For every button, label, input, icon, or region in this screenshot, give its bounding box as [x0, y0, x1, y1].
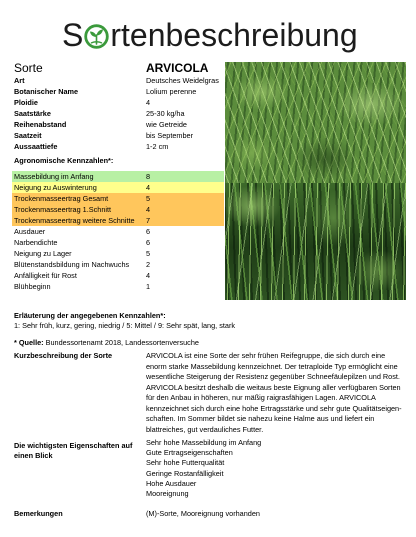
title-text-end: rtenbeschreibung	[110, 17, 358, 53]
agronomic-value: 2	[146, 260, 151, 269]
key-feature-item: Geringe Rostanfälligkeit	[146, 468, 224, 478]
description-line: blattreiches, gut verdauliches Futter.	[146, 424, 264, 434]
agronomic-label: Blühbeginn	[14, 282, 51, 291]
property-row	[14, 130, 224, 141]
property-value: bis September	[146, 131, 194, 140]
agronomic-row	[12, 171, 224, 182]
agronomic-label: Ausdauer	[14, 227, 46, 236]
property-label: Saatstärke	[14, 109, 51, 118]
agronomic-row	[12, 204, 224, 215]
property-label: Aussaattiefe	[14, 142, 58, 151]
agronomic-value: 4	[146, 205, 151, 214]
agronomic-value: 8	[146, 172, 151, 181]
legend-scale: 1: Sehr früh, kurz, gering, niedrig / 5: Mittel / 9: Sehr spät, lang, stark	[14, 321, 236, 330]
agronomic-label: Narbendichte	[14, 238, 58, 247]
agronomic-row	[12, 259, 224, 270]
agronomic-label: Blütenstandsbildung im Nachwuchs	[14, 260, 130, 269]
key-feature-item: Hohe Ausdauer	[146, 478, 197, 488]
property-label: Ploidie	[14, 98, 38, 107]
property-value: Deutsches Weidelgras	[146, 76, 219, 85]
agronomic-value: 6	[146, 238, 151, 247]
legend-heading: Erläuterung der angegebenen Kennzahlen*:	[14, 311, 166, 320]
property-value: 25-30 kg/ha	[146, 109, 185, 118]
property-label: Botanischer Name	[14, 87, 79, 96]
agronomic-label: Trockenmasseertrag weitere Schnitte	[14, 216, 135, 225]
agronomic-row	[12, 215, 224, 226]
agronomic-label: Massebildung im Anfang	[14, 172, 94, 181]
source-note	[14, 337, 199, 348]
agronomic-row	[12, 182, 224, 193]
property-row	[14, 108, 224, 119]
property-row	[14, 75, 224, 86]
agronomic-value: 7	[146, 216, 151, 225]
agronomic-table	[12, 171, 224, 292]
agronomic-value: 4	[146, 271, 151, 280]
page-title	[62, 17, 358, 53]
description-line: ARVICOLA besitzt deshalb die weitaus beste Eignung aller verfügbaren Sorten	[146, 382, 401, 392]
agronomic-value: 1	[146, 282, 151, 291]
grass-meadow-photo	[225, 62, 406, 183]
description-label: Kurzbeschreibung der Sorte	[14, 351, 113, 360]
grass-stand-photo	[225, 183, 406, 300]
key-feature-item: Mooreignung	[146, 488, 189, 498]
agronomic-value: 6	[146, 227, 151, 236]
description-line: ARVICOLA ist eine Sorte der sehr frühen Reifegruppe, die sich durch eine	[146, 351, 386, 360]
agronomic-row	[12, 237, 224, 248]
agronomic-row	[12, 248, 224, 259]
property-value: Lolium perenne	[146, 87, 197, 96]
agronomic-heading: Agronomische Kennzahlen*:	[14, 156, 114, 165]
property-value: 4	[146, 98, 151, 107]
description-line: für den Anbau in höheren, nur mäßig raigrasfähigen Lagen. ARVICOLA	[146, 393, 376, 402]
source-text: Bundessortenamt 2018, Landessortenversuche	[45, 338, 199, 347]
property-label: Saatzeit	[14, 131, 42, 140]
agronomic-value: 5	[146, 194, 151, 203]
agronomic-row	[12, 226, 224, 237]
variety-name: ARVICOLA	[146, 61, 209, 75]
description-line: schaften. Im Sommer bildet sie nahezu keine Halme aus und liefert ein	[146, 414, 375, 423]
agronomic-label: Trockenmasseertrag 1.Schnitt	[14, 205, 112, 214]
properties-table	[14, 75, 224, 152]
key-features-list	[146, 438, 261, 499]
source-label: * Quelle:	[14, 338, 44, 347]
property-label: Art	[14, 76, 25, 85]
property-row	[14, 119, 224, 130]
agronomic-row	[12, 270, 224, 281]
key-feature-item: Sehr hohe Futterqualität	[146, 458, 225, 468]
property-row	[14, 97, 224, 108]
remarks-text: (M)-Sorte, Mooreignung vorhanden	[146, 509, 260, 518]
title-text-start: S	[62, 17, 84, 53]
property-label: Reihenabstand	[14, 120, 67, 129]
remarks-label: Bemerkungen	[14, 509, 63, 518]
property-row	[14, 86, 224, 97]
description-line: enorm starke Massebildung kennzeichnet. Der tetraploide Typ ermöglicht eine	[146, 361, 398, 371]
key-feature-item: Gute Ertragseigenschaften	[146, 448, 233, 458]
agronomic-label: Anfälligkeit für Rost	[14, 271, 77, 280]
agronomic-label: Neigung zu Auswinterung	[14, 183, 97, 192]
agronomic-value: 5	[146, 249, 151, 258]
property-row	[14, 141, 224, 152]
agronomic-label: Neigung zu Lager	[14, 249, 72, 258]
description-line: wesentliche Steigerung der Resistenz gegenüber Schneefäulepilzen und Rost.	[146, 372, 400, 381]
sprout-logo-icon	[84, 24, 109, 49]
description-text	[146, 351, 402, 435]
variety-label: Sorte	[14, 61, 43, 75]
description-line: kennzeichnet sich durch eine hohe Ertragsstärke und sehr gute Qualitätseigen-	[146, 403, 402, 413]
agronomic-label: Trockenmasseertrag Gesamt	[14, 194, 109, 203]
agronomic-row	[12, 193, 224, 204]
key-feature-item: Sehr hohe Massebildung im Anfang	[146, 438, 262, 447]
agronomic-row	[12, 281, 224, 292]
agronomic-value: 4	[146, 183, 151, 192]
property-value: 1-2 cm	[146, 142, 169, 151]
property-value: wie Getreide	[146, 120, 187, 129]
key-features-label: Die wichtigsten Eigenschaften auf einen Blick	[14, 441, 133, 460]
